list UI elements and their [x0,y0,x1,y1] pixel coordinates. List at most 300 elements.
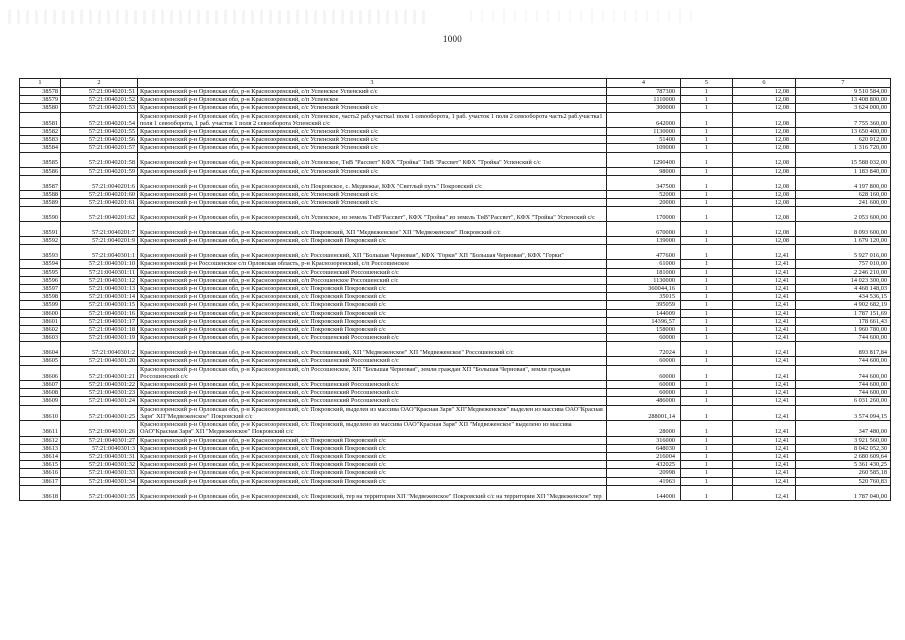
area-cell: 1130000 [607,128,681,136]
address-cell: Краснозоренский р-н Орловская обл, р-н Краснозоренский, с/с Россошенский Россошенский с/с [138,397,607,405]
row-number: 38604 [20,342,61,357]
address-cell: Краснозоренский р-н Орловская обл, р-н Краснозоренский, с/с Успенский Успенский с/с [138,144,607,152]
address-cell: Краснозоренский р-н Орловская обл, р-н Краснозоренский, с/с Покровский Покровский с/с [138,452,607,460]
count-cell: 1 [681,167,733,175]
count-cell: 1 [681,381,733,389]
value-cell: 8 093 600,00 [796,222,891,237]
value-cell: 6 031 260,00 [796,397,891,405]
table-row [20,397,891,405]
area-cell: 60000 [607,334,681,342]
value-cell: 2 246 210,00 [796,268,891,276]
table-row [20,175,891,190]
page-number: 1000 [442,34,463,44]
count-cell: 1 [681,207,733,222]
value-cell: 14 023 300,00 [796,276,891,284]
address-cell: Краснозоренский р-н Орловская обл, р-н Краснозоренский, с/с Успенский Успенский с/с [138,104,607,112]
value-cell: 347 480,00 [796,421,891,436]
rate-cell: 12,41 [733,326,796,334]
row-number: 38593 [20,245,61,260]
cadastral-number: 57:21:0040301:10 [61,260,138,268]
row-number: 38589 [20,199,61,207]
row-number: 38586 [20,167,61,175]
address-cell: Краснозоренский р-н Орловская обл, р-н Краснозоренский, с/п Успенское, ТнВ "Рассвет" КФХ "Тройка" ТнВ "Рассвет" КФХ "Тройка" Успенский с/с [138,152,607,167]
cadastral-number: 57:21:0040301:16 [61,309,138,317]
row-number: 38611 [20,421,61,436]
address-cell: Краснозоренский р-н Орловская обл, р-н Краснозоренский, с/с Покровский, ХП "Медвеженское" ХП "Медвеженское" Покровский с/с [138,222,607,237]
value-cell: 520 760,83 [796,477,891,485]
value-cell: 744 600,00 [796,334,891,342]
row-number: 38600 [20,309,61,317]
value-cell: 5 361 430,25 [796,461,891,469]
row-number: 38616 [20,469,61,477]
table-row [20,357,891,365]
cadastral-number: 57:21:0040301:11 [61,268,138,276]
rate-cell: 12,08 [733,112,796,127]
table-row [20,326,891,334]
area-cell: 1130000 [607,276,681,284]
area-cell: 41963 [607,477,681,485]
table-row [20,88,891,96]
value-cell: 3 921 560,00 [796,436,891,444]
area-cell: 60000 [607,389,681,397]
area-cell: 642000 [607,112,681,127]
address-cell: Краснозоренский р-н Орловская обл, р-н Краснозоренский, с/с Успенский Успенский с/с [138,167,607,175]
rate-cell: 12,08 [733,152,796,167]
count-cell: 1 [681,461,733,469]
count-cell: 1 [681,222,733,237]
count-cell: 1 [681,96,733,104]
rate-cell: 12,41 [733,397,796,405]
row-number: 38580 [20,104,61,112]
area-cell: 60000 [607,365,681,380]
row-number: 38618 [20,485,61,500]
count-cell: 1 [681,334,733,342]
area-cell: 316000 [607,436,681,444]
table-row [20,461,891,469]
rate-cell: 12,08 [733,88,796,96]
table-row [20,365,891,380]
value-cell: 1 960 780,00 [796,326,891,334]
value-cell: 3 574 094,15 [796,405,891,420]
table-row [20,237,891,245]
count-cell: 1 [681,293,733,301]
row-number: 38583 [20,136,61,144]
row-number: 38590 [20,207,61,222]
address-cell: Краснозоренский р-н Орловская обл, р-н Краснозоренский, с/п Россошенское, ХП "Большая Черновая", земли граждан ХП "Большая Черновая", земли граждан Россошенский с/с [138,365,607,380]
table-row [20,260,891,268]
count-cell: 1 [681,421,733,436]
count-cell: 1 [681,88,733,96]
cadastral-number: 57:21:0040301:17 [61,317,138,325]
table-row [20,381,891,389]
address-cell: Краснозоренский р-н Орловская обл, р-н Краснозоренский, с/с Успенский Успенский с/с [138,199,607,207]
row-number: 38610 [20,405,61,420]
value-cell: 744 600,00 [796,389,891,397]
address-cell: Краснозоренский р-н Орловская обл, р-н Краснозоренский, с/с Покровский Покровский с/с [138,469,607,477]
scan-artifact [8,10,428,24]
table-row [20,245,891,260]
rate-cell: 12,08 [733,104,796,112]
cadastral-number: 57:21:0040301:14 [61,293,138,301]
rate-cell: 12,41 [733,293,796,301]
row-number: 38581 [20,112,61,127]
area-cell: 1110000 [607,96,681,104]
rate-cell: 12,41 [733,405,796,420]
area-cell: 28000 [607,421,681,436]
rate-cell: 12,41 [733,469,796,477]
row-number: 38613 [20,444,61,452]
area-cell: 144009 [607,309,681,317]
table-body [20,88,891,501]
area-cell: 288001,14 [607,405,681,420]
value-cell: 1 316 720,00 [796,144,891,152]
cadastral-number: 57:21:0040301:24 [61,397,138,405]
table-row [20,222,891,237]
address-cell: Краснозоренский р-н Россошенское с/п Орловская область, р-н Краснозоренский, с/п Россошенское [138,260,607,268]
count-cell: 1 [681,309,733,317]
value-cell: 744 600,00 [796,365,891,380]
count-cell: 1 [681,485,733,500]
value-cell: 2 053 600,00 [796,207,891,222]
address-cell: Краснозоренский р-н Орловская обл, р-н Краснозоренский, с/п Успенское, часть2 раб.участка1 поля 1 севооборота, 1 раб. участок 1 поля 2 севооборота часть2 раб.участка1 поля 1 севооборота, 1 раб. участок 1 поля 2 севооборота Успенский с/с [138,112,607,127]
address-cell: Краснозоренский р-н Орловская обл, р-н Краснозоренский, с/с Россошенский Россошенский с/с [138,381,607,389]
address-cell: Краснозоренский р-н Орловская обл, р-н Краснозоренский, с/п Успенское [138,96,607,104]
address-cell: Краснозоренский р-н Орловская обл, р-н Краснозоренский, с/п Успенское Успенский с/с [138,88,607,96]
row-number: 38587 [20,175,61,190]
count-cell: 1 [681,190,733,198]
header-cell: 7 [796,79,891,88]
cadastral-number: 57:21:0040301:1 [61,245,138,260]
rate-cell: 12,41 [733,301,796,309]
rate-cell: 12,08 [733,222,796,237]
table-row [20,334,891,342]
rate-cell: 12,08 [733,144,796,152]
address-cell: Краснозоренский р-н Орловская обл, р-н Краснозоренский, с/с Покровский, выделен из массива ОАО"Красная Заря" ХП"Медвеженское" выделен из массива ОАО"Красная Заря" ХП"Медвеженское" Покровский с/с [138,405,607,420]
address-cell: Краснозоренский р-н Орловская обл, р-н Краснозоренский, с/с Покровский Покровский с/с [138,237,607,245]
rate-cell: 12,41 [733,389,796,397]
header-cell: 3 [138,79,607,88]
header-cell: 6 [733,79,796,88]
value-cell: 434 536,15 [796,293,891,301]
rate-cell: 12,41 [733,260,796,268]
cadastral-number: 57:21:0040201:62 [61,207,138,222]
rate-cell: 12,08 [733,128,796,136]
value-cell: 5 927 016,00 [796,245,891,260]
table-row [20,452,891,460]
row-number: 38609 [20,397,61,405]
cadastral-number: 57:21:0040301:32 [61,461,138,469]
value-cell: 620 912,00 [796,136,891,144]
value-cell: 744 600,00 [796,381,891,389]
table-row [20,276,891,284]
address-cell: Краснозоренский р-н Орловская обл, р-н Краснозоренский, с/с Покровский Покровский с/с [138,285,607,293]
table-row [20,285,891,293]
row-number: 38603 [20,334,61,342]
row-number: 38585 [20,152,61,167]
count-cell: 1 [681,152,733,167]
value-cell: 8 042 052,30 [796,444,891,452]
rate-cell: 12,41 [733,268,796,276]
table-row [20,112,891,127]
address-cell: Краснозоренский р-н Орловская обл, р-н Краснозоренский, с/с Покровский Покровский с/с [138,436,607,444]
header-cell: 5 [681,79,733,88]
area-cell: 52000 [607,190,681,198]
cadastral-number: 57:21:0040201:60 [61,190,138,198]
cadastral-number: 57:21:0040301:20 [61,357,138,365]
table-row [20,96,891,104]
value-cell: 744 600,00 [796,357,891,365]
count-cell: 1 [681,317,733,325]
table-row [20,405,891,420]
table-row [20,190,891,198]
count-cell: 1 [681,175,733,190]
value-cell: 241 600,00 [796,199,891,207]
rate-cell: 12,41 [733,357,796,365]
cadastral-number: 57:21:0040201:6 [61,175,138,190]
cadastral-number: 57:21:0040301:31 [61,452,138,460]
cadastral-number: 57:21:0040201:59 [61,167,138,175]
rate-cell: 12,08 [733,190,796,198]
address-cell: Краснозоренский р-н Орловская обл, р-н Краснозоренский, с/с Россошенский Россошенский с/с [138,389,607,397]
cadastral-number: 57:21:0040301:34 [61,477,138,485]
value-cell: 628 160,00 [796,190,891,198]
table-row [20,199,891,207]
area-cell: 670000 [607,222,681,237]
address-cell: Краснозоренский р-н Орловская обл, р-н Краснозоренский, с/с Покровский, выделено из массива ОАО"Красная Заря" ХП "Медвеженское" выделено из массива ОАО"Красная Заря" ХП "Медвеженское" Покровский с/с [138,421,607,436]
address-cell: Краснозоренский р-н Орловская обл, р-н Краснозоренский, с/с Россошенский Россошенский с/с [138,334,607,342]
table-row [20,485,891,500]
table-row [20,167,891,175]
rate-cell: 12,41 [733,477,796,485]
cadastral-number: 57:21:0040301:27 [61,436,138,444]
table-row [20,104,891,112]
row-number: 38605 [20,357,61,365]
value-cell: 893 817,84 [796,342,891,357]
address-cell: Краснозоренский р-н Орловская обл, р-н Краснозоренский, с/п Успенское, из земель ТнВ"Рассвет", КФХ "Тройка" из земель ТнВ"Рассвет", КФХ "Тройка" Успенский с/с [138,207,607,222]
address-cell: Краснозоренский р-н Орловская обл, р-н Краснозоренский, с/с Покровский Покровский с/с [138,309,607,317]
row-number: 38588 [20,190,61,198]
area-cell: 109000 [607,144,681,152]
table-row [20,301,891,309]
row-number: 38596 [20,276,61,284]
row-number: 38595 [20,268,61,276]
rate-cell: 12,08 [733,96,796,104]
rate-cell: 12,41 [733,276,796,284]
cadastral-number: 57:21:0040301:15 [61,301,138,309]
rate-cell: 12,08 [733,175,796,190]
address-cell: Краснозоренский р-н Орловская обл, р-н Краснозоренский, с/п Россошенское Россошенский с/с [138,276,607,284]
row-number: 38615 [20,461,61,469]
row-number: 38594 [20,260,61,268]
address-cell: Краснозоренский р-н Орловская обл, р-н Краснозоренский, с/с Покровский, тер на территории ХП "Медвеженское" Покровский с/с на территории ХП "Медвеженское" тер [138,485,607,500]
value-cell: 4 902 682,19 [796,301,891,309]
value-cell: 1 787 151,69 [796,309,891,317]
count-cell: 1 [681,342,733,357]
area-cell: 170000 [607,207,681,222]
area-cell: 158000 [607,326,681,334]
rate-cell: 12,41 [733,436,796,444]
area-cell: 60000 [607,357,681,365]
address-cell: Краснозоренский р-н Орловская обл, р-н Краснозоренский, с/с Успенский Успенский с/с [138,136,607,144]
row-number: 38617 [20,477,61,485]
area-cell: 395059 [607,301,681,309]
cadastral-number: 57:21:0040201:9 [61,237,138,245]
address-cell: Краснозоренский р-н Орловская обл, р-н Краснозоренский, с/с Россошенский Россошенский с/с [138,357,607,365]
rate-cell: 12,08 [733,207,796,222]
address-cell: Краснозоренский р-н Орловская обл, р-н Краснозоренский, с/с Успенский Успенский с/с [138,190,607,198]
table-row [20,128,891,136]
rate-cell: 12,41 [733,381,796,389]
table-row [20,207,891,222]
area-cell: 300000 [607,104,681,112]
value-cell: 13 408 800,00 [796,96,891,104]
address-cell: Краснозоренский р-н Орловская обл, р-н Краснозоренский, с/с Покровский Покровский с/с [138,326,607,334]
table-row [20,268,891,276]
cadastral-number: 57:21:0040201:7 [61,222,138,237]
value-cell: 260 585,18 [796,469,891,477]
rate-cell: 12,08 [733,237,796,245]
address-cell: Краснозоренский р-н Орловская обл, р-н Краснозоренский, с/с Россошенский Россошенский с/с [138,268,607,276]
area-cell: 20998 [607,469,681,477]
row-number: 38599 [20,301,61,309]
row-number: 38607 [20,381,61,389]
count-cell: 1 [681,397,733,405]
table-row [20,389,891,397]
rate-cell: 12,41 [733,245,796,260]
cadastral-number: 57:21:0040201:57 [61,144,138,152]
value-cell: 178 661,43 [796,317,891,325]
table-row [20,444,891,452]
row-number: 38614 [20,452,61,460]
count-cell: 1 [681,260,733,268]
area-cell: 14396,57 [607,317,681,325]
table-row [20,436,891,444]
cadastral-number: 57:21:0040201:54 [61,112,138,127]
row-number: 38606 [20,365,61,380]
count-cell: 1 [681,301,733,309]
area-cell: 20000 [607,199,681,207]
scan-artifact-2 [470,10,700,22]
rate-cell: 12,41 [733,452,796,460]
row-number: 38582 [20,128,61,136]
address-cell: Краснозоренский р-н Орловская обл, р-н Краснозоренский, с/с Россошенский, ХП "Большая Черновая", КФХ "Горки" ХП "Большая Черновая", КФХ "Горки" [138,245,607,260]
area-cell: 98000 [607,167,681,175]
area-cell: 432025 [607,461,681,469]
table-row [20,342,891,357]
rate-cell: 12,08 [733,136,796,144]
count-cell: 1 [681,357,733,365]
cadastral-number: 57:21:0040201:52 [61,96,138,104]
row-number: 38579 [20,96,61,104]
area-cell: 648030 [607,444,681,452]
row-number: 38591 [20,222,61,237]
count-cell: 1 [681,405,733,420]
table-row [20,421,891,436]
table-row [20,477,891,485]
count-cell: 1 [681,104,733,112]
count-cell: 1 [681,326,733,334]
row-number: 38592 [20,237,61,245]
address-cell: Краснозоренский р-н Орловская обл, р-н Краснозоренский, с/с Покровский Покровский с/с [138,477,607,485]
row-number: 38601 [20,317,61,325]
row-number: 38602 [20,326,61,334]
value-cell: 1 787 040,00 [796,485,891,500]
value-cell: 3 624 000,00 [796,104,891,112]
area-cell: 61000 [607,260,681,268]
area-cell: 181000 [607,268,681,276]
area-cell: 72024 [607,342,681,357]
rate-cell: 12,41 [733,334,796,342]
cadastral-number: 57:21:0040301:21 [61,365,138,380]
table-row [20,317,891,325]
table-row [20,136,891,144]
value-cell: 757 010,00 [796,260,891,268]
row-number: 38612 [20,436,61,444]
value-cell: 7 755 360,00 [796,112,891,127]
cadastral-number: 57:21:0040201:61 [61,199,138,207]
count-cell: 1 [681,285,733,293]
count-cell: 1 [681,199,733,207]
cadastral-number: 57:21:0040201:58 [61,152,138,167]
rate-cell: 12,41 [733,309,796,317]
rate-cell: 12,08 [733,199,796,207]
cadastral-number: 57:21:0040301:13 [61,285,138,293]
cadastral-number: 57:21:0040201:53 [61,104,138,112]
area-cell: 139000 [607,237,681,245]
area-cell: 347500 [607,175,681,190]
cadastral-number: 57:21:0040301:22 [61,381,138,389]
address-cell: Краснозоренский р-н Орловская обл, р-н Краснозоренский, с/с Россошенский, ХП "Медвеженское" ХП "Медвеженское" Россошенский с/с [138,342,607,357]
count-cell: 1 [681,452,733,460]
value-cell: 1 183 840,00 [796,167,891,175]
area-cell: 477600 [607,245,681,260]
rate-cell: 12,41 [733,461,796,469]
count-cell: 1 [681,276,733,284]
value-cell: 2 680 609,64 [796,452,891,460]
count-cell: 1 [681,436,733,444]
cadastral-number: 57:21:0040201:51 [61,88,138,96]
cadastral-number: 57:21:0040201:56 [61,136,138,144]
table-row [20,144,891,152]
count-cell: 1 [681,469,733,477]
area-cell: 51400 [607,136,681,144]
cadastral-number: 57:21:0040301:33 [61,469,138,477]
count-cell: 1 [681,245,733,260]
count-cell: 1 [681,144,733,152]
address-cell: Краснозоренский р-н Орловская обл, р-н Краснозоренский, с/с Покровский Покровский с/с [138,461,607,469]
address-cell: Краснозоренский р-н Орловская обл, р-н Краснозоренский, с/с Покровский Покровский с/с [138,293,607,301]
address-cell: Краснозоренский р-н Орловская обл, р-н Краснозоренский, с/с Покровский Покровский с/с [138,444,607,452]
table-row [20,293,891,301]
rate-cell: 12,41 [733,342,796,357]
address-cell: Краснозоренский р-н Орловская обл, р-н Краснозоренский, с/с Успенский Успенский с/с [138,128,607,136]
count-cell: 1 [681,389,733,397]
row-number: 38578 [20,88,61,96]
header-cell: 4 [607,79,681,88]
area-cell: 60000 [607,381,681,389]
cadastral-number: 57:21:0040301:26 [61,421,138,436]
area-cell: 1290400 [607,152,681,167]
address-cell: Краснозоренский р-н Орловская обл, р-н Краснозоренский, с/с Покровский Покровский с/с [138,317,607,325]
table-row [20,469,891,477]
header-row [20,79,891,88]
area-cell: 486000 [607,397,681,405]
cadastral-number: 57:21:0040301:25 [61,405,138,420]
address-cell: Краснозоренский р-н Орловская обл, р-н Краснозоренский, с/с Покровский Покровский с/с [138,301,607,309]
value-cell: 4 197 800,00 [796,175,891,190]
rate-cell: 12,41 [733,285,796,293]
count-cell: 1 [681,444,733,452]
